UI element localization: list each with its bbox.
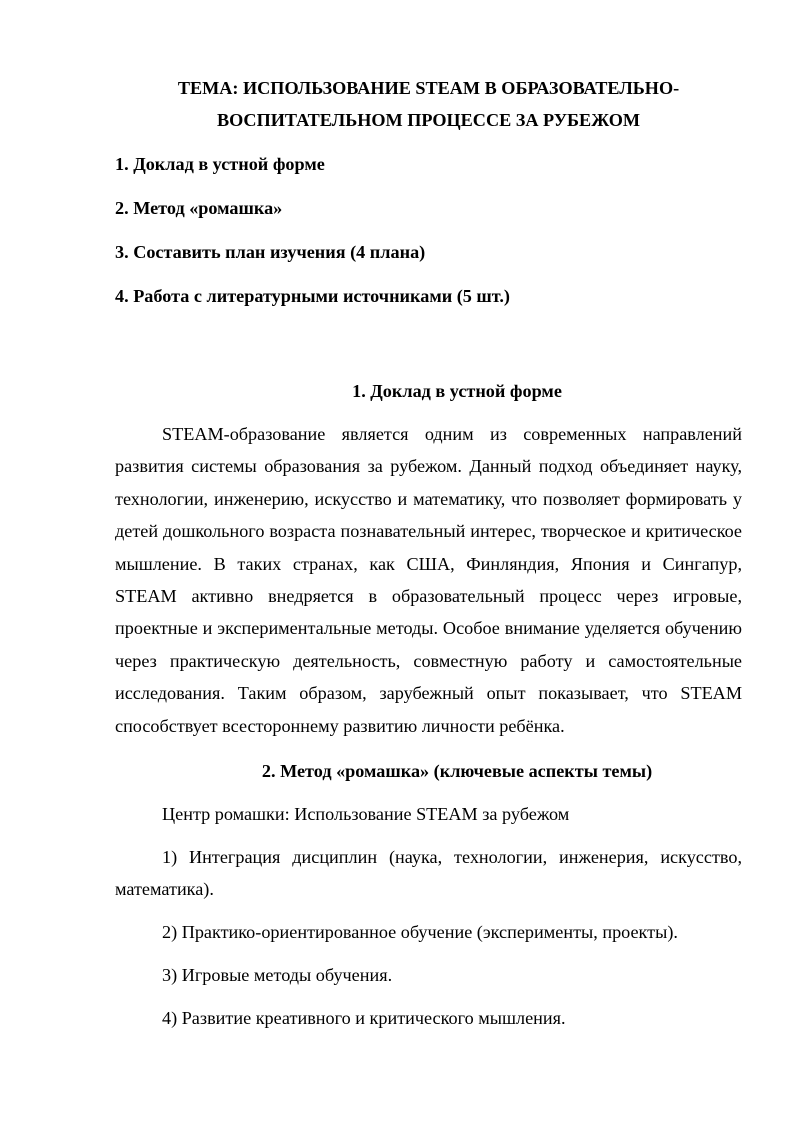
chamomile-item: 3) Игровые методы обучения. [162,965,393,986]
title-line-2: ВОСПИТАТЕЛЬНОМ ПРОЦЕССЕ ЗА РУБЕЖОМ [216,110,641,130]
chamomile-item: 4) Развитие креативного и критического мышления. [162,1008,566,1029]
chamomile-item: 1) Интеграция дисциплин (наука, технологии, инженерия, искусство, математика). [115,847,742,900]
section-2-heading: 2. Метод «ромашка» (ключевые аспекты темы) [261,761,653,782]
chamomile-center: Центр ромашки: Использование STEAM за рубежом [162,804,570,825]
chamomile-item: 2) Практико-ориентированное обучение (эксперименты, проекты). [162,922,678,943]
toc-item: 4. Работа с литературными источниками (5 шт.) [115,286,510,306]
document-title [115,72,742,136]
section-1-heading: 1. Доклад в устной форме [352,381,562,401]
toc-item: 1. Доклад в устной форме [115,154,325,174]
toc-item: 3. Составить план изучения (4 плана) [115,242,426,262]
title-line-1: ТЕМА: ИСПОЛЬЗОВАНИЕ STEAM В ОБРАЗОВАТЕЛЬНО- [177,78,680,98]
toc-item: 2. Метод «ромашка» [115,198,283,218]
section-1-paragraph: STEAM-образование является одним из современных направлений развития системы образования за рубежом. Данный подход объединяет науку, технологии, инженерию, искусство и математику, что позволяет формировать у детей дошкольного возраста познавательный интерес, творческое и критическое мышление. В таких странах, как США, Финляндия, Япония и Сингапур, STEAM активно внедряется в образовательный процесс через игровые, проектные и экспериментальные методы. Особое внимание уделяется обучению через практическую деятельность, совместную работу и самостоятельные исследования. Таким образом, зарубежный опыт показывает, что STEAM способствует всестороннему развитию личности ребёнка. [115,424,742,736]
table-of-contents [115,148,742,312]
